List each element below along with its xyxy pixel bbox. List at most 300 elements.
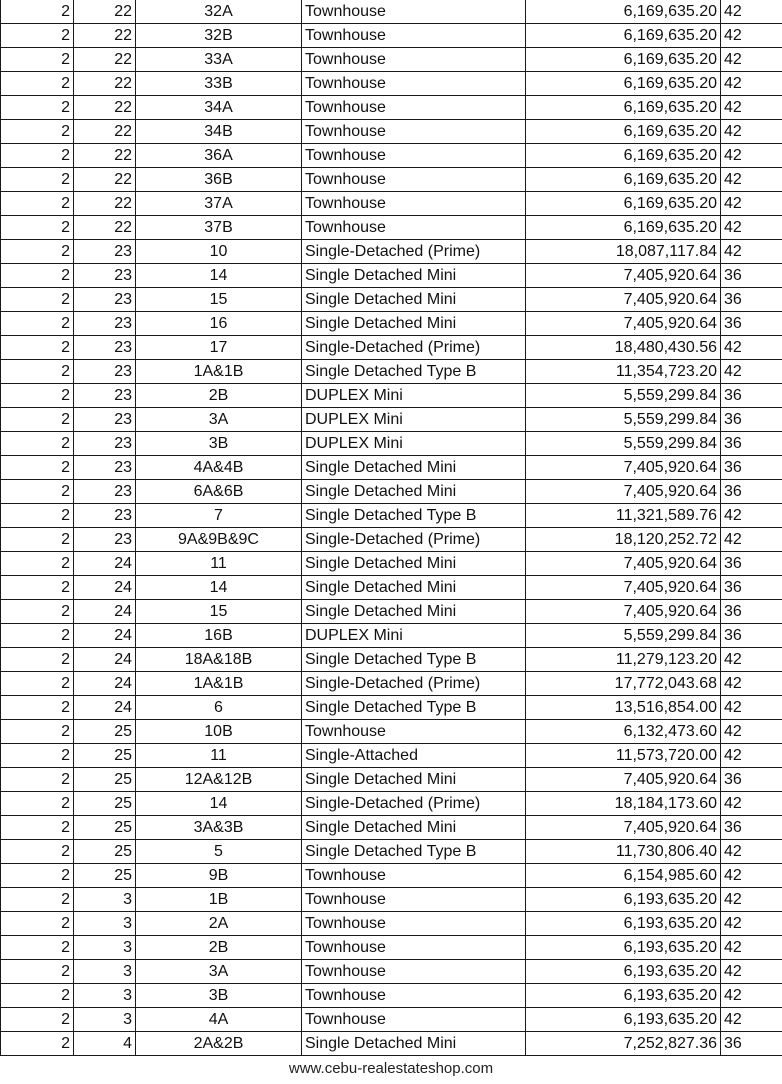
table-row: [1, 720, 782, 744]
table-row: [1, 840, 782, 864]
lot-cell: 10: [136, 240, 302, 264]
term-cell: 42: [721, 0, 782, 24]
table-row: [1, 408, 782, 432]
price-cell: 6,169,635.20: [526, 72, 721, 96]
price-cell: 13,516,854.00: [526, 696, 721, 720]
unit-type-cell: Townhouse: [302, 1008, 526, 1032]
table-row: [1, 816, 782, 840]
lot-cell: 9B: [136, 864, 302, 888]
term-cell: 42: [721, 336, 782, 360]
unit-type-cell: DUPLEX Mini: [302, 384, 526, 408]
price-cell: 11,573,720.00: [526, 744, 721, 768]
lot-cell: 6A&6B: [136, 480, 302, 504]
block-cell: 3: [74, 936, 136, 960]
price-cell: 6,193,635.20: [526, 936, 721, 960]
term-cell: 36: [721, 1032, 782, 1056]
phase-cell: 2: [1, 696, 74, 720]
table-row: [1, 24, 782, 48]
unit-type-cell: Single Detached Type B: [302, 648, 526, 672]
term-cell: 36: [721, 432, 782, 456]
phase-cell: 2: [1, 120, 74, 144]
term-cell: 42: [721, 984, 782, 1008]
term-cell: 42: [721, 672, 782, 696]
table-row: [1, 960, 782, 984]
term-cell: 36: [721, 312, 782, 336]
price-cell: 7,405,920.64: [526, 600, 721, 624]
price-cell: 18,120,252.72: [526, 528, 721, 552]
price-cell: 7,405,920.64: [526, 288, 721, 312]
term-cell: 42: [721, 792, 782, 816]
lot-cell: 1B: [136, 888, 302, 912]
phase-cell: 2: [1, 360, 74, 384]
unit-type-cell: Townhouse: [302, 0, 526, 24]
lot-cell: 37B: [136, 216, 302, 240]
unit-type-cell: Single-Detached (Prime): [302, 672, 526, 696]
term-cell: 42: [721, 696, 782, 720]
lot-cell: 32A: [136, 0, 302, 24]
price-cell: 5,559,299.84: [526, 408, 721, 432]
lot-cell: 14: [136, 264, 302, 288]
lot-cell: 2B: [136, 936, 302, 960]
phase-cell: 2: [1, 816, 74, 840]
lot-cell: 6: [136, 696, 302, 720]
lot-cell: 9A&9B&9C: [136, 528, 302, 552]
price-cell: 6,169,635.20: [526, 96, 721, 120]
block-cell: 22: [74, 48, 136, 72]
phase-cell: 2: [1, 720, 74, 744]
block-cell: 24: [74, 576, 136, 600]
term-cell: 42: [721, 912, 782, 936]
phase-cell: 2: [1, 648, 74, 672]
table-row: [1, 360, 782, 384]
lot-cell: 5: [136, 840, 302, 864]
phase-cell: 2: [1, 72, 74, 96]
unit-type-cell: Townhouse: [302, 936, 526, 960]
phase-cell: 2: [1, 240, 74, 264]
block-cell: 25: [74, 816, 136, 840]
lot-cell: 32B: [136, 24, 302, 48]
term-cell: 42: [721, 840, 782, 864]
table-row: [1, 576, 782, 600]
unit-type-cell: Townhouse: [302, 216, 526, 240]
phase-cell: 2: [1, 912, 74, 936]
block-cell: 4: [74, 1032, 136, 1056]
block-cell: 25: [74, 792, 136, 816]
block-cell: 24: [74, 552, 136, 576]
table-row: [1, 744, 782, 768]
term-cell: 42: [721, 144, 782, 168]
term-cell: 42: [721, 24, 782, 48]
lot-cell: 34A: [136, 96, 302, 120]
price-cell: 6,193,635.20: [526, 960, 721, 984]
block-cell: 23: [74, 240, 136, 264]
block-cell: 24: [74, 624, 136, 648]
term-cell: 42: [721, 168, 782, 192]
phase-cell: 2: [1, 600, 74, 624]
block-cell: 3: [74, 888, 136, 912]
table-row: [1, 0, 782, 24]
block-cell: 25: [74, 864, 136, 888]
phase-cell: 2: [1, 408, 74, 432]
table-row: [1, 936, 782, 960]
term-cell: 36: [721, 288, 782, 312]
unit-type-cell: Townhouse: [302, 192, 526, 216]
unit-type-cell: DUPLEX Mini: [302, 624, 526, 648]
table-row: [1, 864, 782, 888]
phase-cell: 2: [1, 504, 74, 528]
lot-cell: 36A: [136, 144, 302, 168]
unit-type-cell: Single Detached Mini: [302, 816, 526, 840]
table-row: [1, 312, 782, 336]
lot-cell: 7: [136, 504, 302, 528]
block-cell: 23: [74, 384, 136, 408]
term-cell: 36: [721, 600, 782, 624]
table-row: [1, 888, 782, 912]
term-cell: 36: [721, 456, 782, 480]
term-cell: 36: [721, 552, 782, 576]
lot-cell: 3B: [136, 984, 302, 1008]
block-cell: 22: [74, 0, 136, 24]
phase-cell: 2: [1, 744, 74, 768]
price-cell: 5,559,299.84: [526, 384, 721, 408]
phase-cell: 2: [1, 0, 74, 24]
block-cell: 22: [74, 24, 136, 48]
phase-cell: 2: [1, 264, 74, 288]
lot-cell: 11: [136, 552, 302, 576]
table-row: [1, 240, 782, 264]
block-cell: 24: [74, 600, 136, 624]
table-row: [1, 336, 782, 360]
lot-cell: 4A: [136, 1008, 302, 1032]
block-cell: 22: [74, 168, 136, 192]
lot-cell: 15: [136, 288, 302, 312]
lot-cell: 33B: [136, 72, 302, 96]
lot-cell: 15: [136, 600, 302, 624]
table-row: [1, 120, 782, 144]
unit-type-cell: Single Detached Mini: [302, 576, 526, 600]
term-cell: 36: [721, 408, 782, 432]
table-row: [1, 624, 782, 648]
block-cell: 24: [74, 672, 136, 696]
term-cell: 42: [721, 888, 782, 912]
block-cell: 3: [74, 1008, 136, 1032]
price-cell: 7,405,920.64: [526, 312, 721, 336]
lot-cell: 3A&3B: [136, 816, 302, 840]
lot-cell: 12A&12B: [136, 768, 302, 792]
unit-type-cell: Townhouse: [302, 912, 526, 936]
phase-cell: 2: [1, 168, 74, 192]
unit-type-cell: Single Detached Mini: [302, 456, 526, 480]
block-cell: 24: [74, 648, 136, 672]
unit-type-cell: Single-Attached: [302, 744, 526, 768]
price-cell: 7,252,827.36: [526, 1032, 721, 1056]
table-row: [1, 504, 782, 528]
lot-cell: 34B: [136, 120, 302, 144]
block-cell: 3: [74, 984, 136, 1008]
phase-cell: 2: [1, 1032, 74, 1056]
price-cell: 6,169,635.20: [526, 120, 721, 144]
block-cell: 24: [74, 696, 136, 720]
term-cell: 42: [721, 648, 782, 672]
price-cell: 6,193,635.20: [526, 912, 721, 936]
unit-type-cell: Townhouse: [302, 864, 526, 888]
unit-type-cell: DUPLEX Mini: [302, 432, 526, 456]
phase-cell: 2: [1, 576, 74, 600]
site-watermark: www.cebu-realestateshop.com: [288, 1060, 494, 1077]
price-cell: 7,405,920.64: [526, 480, 721, 504]
price-cell: 7,405,920.64: [526, 552, 721, 576]
block-cell: 22: [74, 144, 136, 168]
table-row: [1, 168, 782, 192]
lot-cell: 17: [136, 336, 302, 360]
price-cell: 6,193,635.20: [526, 984, 721, 1008]
phase-cell: 2: [1, 1008, 74, 1032]
term-cell: 42: [721, 528, 782, 552]
term-cell: 36: [721, 768, 782, 792]
lot-cell: 1A&1B: [136, 360, 302, 384]
phase-cell: 2: [1, 552, 74, 576]
phase-cell: 2: [1, 456, 74, 480]
unit-type-cell: Single Detached Type B: [302, 696, 526, 720]
term-cell: 42: [721, 936, 782, 960]
phase-cell: 2: [1, 672, 74, 696]
price-cell: 6,169,635.20: [526, 144, 721, 168]
term-cell: 42: [721, 720, 782, 744]
phase-cell: 2: [1, 48, 74, 72]
term-cell: 42: [721, 744, 782, 768]
block-cell: 25: [74, 720, 136, 744]
lot-cell: 16B: [136, 624, 302, 648]
block-cell: 23: [74, 408, 136, 432]
unit-type-cell: Single Detached Mini: [302, 480, 526, 504]
term-cell: 42: [721, 240, 782, 264]
block-cell: 3: [74, 912, 136, 936]
unit-type-cell: Townhouse: [302, 48, 526, 72]
price-cell: 11,321,589.76: [526, 504, 721, 528]
lot-cell: 10B: [136, 720, 302, 744]
price-cell: 11,279,123.20: [526, 648, 721, 672]
phase-cell: 2: [1, 192, 74, 216]
term-cell: 36: [721, 624, 782, 648]
block-cell: 22: [74, 192, 136, 216]
block-cell: 3: [74, 960, 136, 984]
phase-cell: 2: [1, 768, 74, 792]
phase-cell: 2: [1, 864, 74, 888]
unit-type-cell: Single-Detached (Prime): [302, 336, 526, 360]
block-cell: 22: [74, 216, 136, 240]
block-cell: 23: [74, 432, 136, 456]
price-cell: 6,169,635.20: [526, 0, 721, 24]
table-row: [1, 264, 782, 288]
price-cell: 6,169,635.20: [526, 192, 721, 216]
block-cell: 23: [74, 288, 136, 312]
table-row: [1, 72, 782, 96]
block-cell: 23: [74, 264, 136, 288]
unit-type-cell: Single Detached Mini: [302, 1032, 526, 1056]
term-cell: 42: [721, 864, 782, 888]
lot-cell: 2A: [136, 912, 302, 936]
term-cell: 36: [721, 264, 782, 288]
term-cell: 42: [721, 960, 782, 984]
unit-type-cell: Single-Detached (Prime): [302, 528, 526, 552]
price-cell: 6,169,635.20: [526, 48, 721, 72]
lot-cell: 33A: [136, 48, 302, 72]
price-cell: 11,354,723.20: [526, 360, 721, 384]
block-cell: 23: [74, 504, 136, 528]
block-cell: 25: [74, 768, 136, 792]
lot-cell: 1A&1B: [136, 672, 302, 696]
table-row: [1, 600, 782, 624]
unit-type-cell: Townhouse: [302, 72, 526, 96]
block-cell: 23: [74, 312, 136, 336]
unit-type-cell: Single Detached Type B: [302, 504, 526, 528]
phase-cell: 2: [1, 216, 74, 240]
term-cell: 42: [721, 216, 782, 240]
term-cell: 42: [721, 192, 782, 216]
term-cell: 42: [721, 360, 782, 384]
block-cell: 22: [74, 96, 136, 120]
block-cell: 25: [74, 744, 136, 768]
term-cell: 42: [721, 1008, 782, 1032]
block-cell: 23: [74, 456, 136, 480]
unit-type-cell: Single Detached Mini: [302, 600, 526, 624]
price-cell: 18,184,173.60: [526, 792, 721, 816]
price-cell: 6,169,635.20: [526, 24, 721, 48]
lot-cell: 4A&4B: [136, 456, 302, 480]
phase-cell: 2: [1, 24, 74, 48]
term-cell: 42: [721, 504, 782, 528]
price-cell: 17,772,043.68: [526, 672, 721, 696]
lot-cell: 14: [136, 792, 302, 816]
term-cell: 42: [721, 72, 782, 96]
price-cell: 6,132,473.60: [526, 720, 721, 744]
price-cell: 18,480,430.56: [526, 336, 721, 360]
block-cell: 23: [74, 480, 136, 504]
block-cell: 23: [74, 528, 136, 552]
unit-type-cell: Townhouse: [302, 720, 526, 744]
term-cell: 36: [721, 576, 782, 600]
unit-type-cell: Single Detached Type B: [302, 840, 526, 864]
phase-cell: 2: [1, 888, 74, 912]
phase-cell: 2: [1, 792, 74, 816]
block-cell: 23: [74, 336, 136, 360]
table-row: [1, 912, 782, 936]
table-row: [1, 432, 782, 456]
unit-type-cell: DUPLEX Mini: [302, 408, 526, 432]
unit-type-cell: Townhouse: [302, 96, 526, 120]
price-cell: 6,169,635.20: [526, 216, 721, 240]
price-cell: 11,730,806.40: [526, 840, 721, 864]
phase-cell: 2: [1, 624, 74, 648]
unit-type-cell: Townhouse: [302, 960, 526, 984]
term-cell: 36: [721, 384, 782, 408]
price-cell: 5,559,299.84: [526, 432, 721, 456]
table-row: [1, 1008, 782, 1032]
block-cell: 23: [74, 360, 136, 384]
price-cell: 7,405,920.64: [526, 816, 721, 840]
phase-cell: 2: [1, 432, 74, 456]
lot-cell: 2A&2B: [136, 1032, 302, 1056]
block-cell: 22: [74, 120, 136, 144]
lot-cell: 3A: [136, 408, 302, 432]
table-row: [1, 144, 782, 168]
table-row: [1, 552, 782, 576]
table-row: [1, 192, 782, 216]
term-cell: 42: [721, 96, 782, 120]
table-row: [1, 384, 782, 408]
table-row: [1, 456, 782, 480]
table-row: [1, 984, 782, 1008]
phase-cell: 2: [1, 144, 74, 168]
block-cell: 25: [74, 840, 136, 864]
table-row: [1, 672, 782, 696]
unit-type-cell: Townhouse: [302, 168, 526, 192]
term-cell: 36: [721, 480, 782, 504]
lot-cell: 18A&18B: [136, 648, 302, 672]
phase-cell: 2: [1, 528, 74, 552]
term-cell: 42: [721, 48, 782, 72]
lot-cell: 11: [136, 744, 302, 768]
unit-type-cell: Single Detached Mini: [302, 312, 526, 336]
table-row: [1, 696, 782, 720]
price-cell: 7,405,920.64: [526, 264, 721, 288]
table-row: [1, 288, 782, 312]
table-row: [1, 648, 782, 672]
table-row: [1, 216, 782, 240]
table-row: [1, 528, 782, 552]
lot-cell: 36B: [136, 168, 302, 192]
phase-cell: 2: [1, 936, 74, 960]
price-cell: 6,193,635.20: [526, 888, 721, 912]
table-row: [1, 48, 782, 72]
phase-cell: 2: [1, 840, 74, 864]
unit-type-cell: Townhouse: [302, 120, 526, 144]
phase-cell: 2: [1, 384, 74, 408]
block-cell: 22: [74, 72, 136, 96]
unit-type-cell: Single-Detached (Prime): [302, 240, 526, 264]
phase-cell: 2: [1, 960, 74, 984]
price-cell: 7,405,920.64: [526, 576, 721, 600]
phase-cell: 2: [1, 984, 74, 1008]
lot-cell: 14: [136, 576, 302, 600]
table-row: [1, 1032, 782, 1056]
lot-cell: 37A: [136, 192, 302, 216]
price-cell: 6,169,635.20: [526, 168, 721, 192]
unit-type-cell: Single Detached Mini: [302, 768, 526, 792]
price-cell: 6,154,985.60: [526, 864, 721, 888]
unit-type-cell: Townhouse: [302, 24, 526, 48]
table-row: [1, 792, 782, 816]
lot-cell: 16: [136, 312, 302, 336]
price-cell: 18,087,117.84: [526, 240, 721, 264]
unit-type-cell: Single Detached Mini: [302, 264, 526, 288]
unit-type-cell: Townhouse: [302, 984, 526, 1008]
unit-type-cell: Single Detached Type B: [302, 360, 526, 384]
inventory-table-body: [1, 0, 782, 1056]
term-cell: 42: [721, 120, 782, 144]
phase-cell: 2: [1, 312, 74, 336]
table-row: [1, 96, 782, 120]
unit-type-cell: Single-Detached (Prime): [302, 792, 526, 816]
phase-cell: 2: [1, 480, 74, 504]
price-cell: 7,405,920.64: [526, 456, 721, 480]
phase-cell: 2: [1, 96, 74, 120]
price-cell: 7,405,920.64: [526, 768, 721, 792]
unit-type-cell: Townhouse: [302, 144, 526, 168]
lot-cell: 2B: [136, 384, 302, 408]
table-row: [1, 768, 782, 792]
phase-cell: 2: [1, 288, 74, 312]
